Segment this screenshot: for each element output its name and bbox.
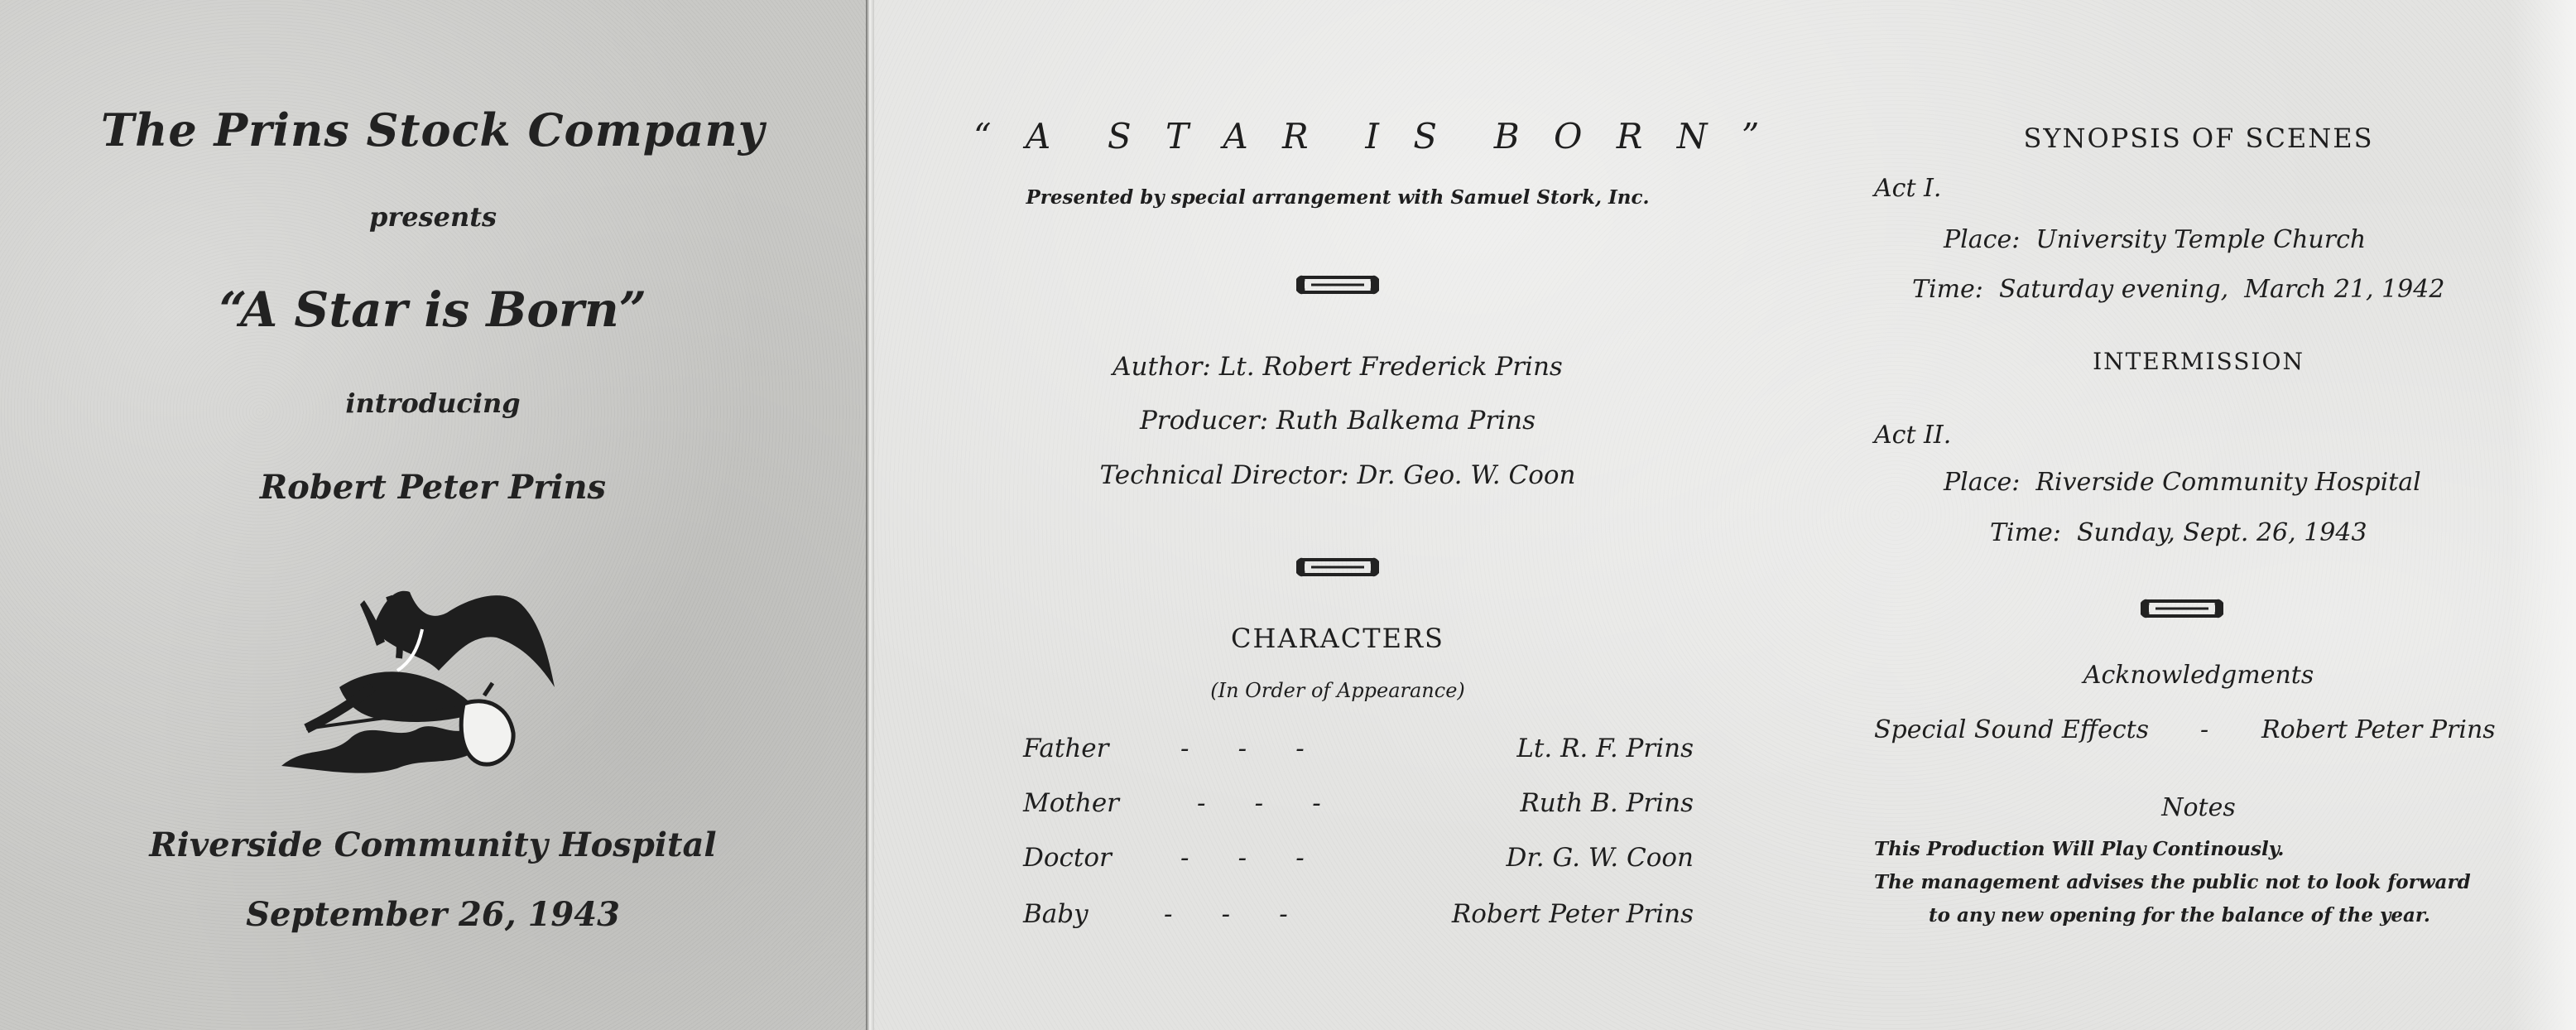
cast-actor: Lt. R. F. Prins [1516,734,1694,763]
cast-row [1023,899,1694,936]
ack-name: Robert Peter Prins [2261,715,2496,744]
ack-dash: - [2200,715,2209,744]
page-edge [2510,0,2576,1030]
cast-row [1023,734,1694,770]
scroll-ornament-icon [1296,271,1379,299]
cast-role: Mother [1023,788,1119,818]
note-line: to any new opening for the balance of the year. [1929,904,2430,927]
act2-label: Act II. [1874,421,1952,450]
credit-technical-director: Technical Director: Dr. Geo. W. Coon [1099,460,1576,490]
ack-item: Special Sound Effects [1874,715,2150,744]
cast-actor: Robert Peter Prins [1451,899,1694,929]
synopsis-heading: SYNOPSIS OF SCENES [2023,123,2374,154]
cast-role: Baby [1023,899,1089,929]
credit-producer: Producer: Ruth Balkema Prins [1139,406,1536,436]
company-title: The Prins Stock Company [100,103,766,156]
cover-place: Riverside Community Hospital [149,825,717,864]
cast-dashes: - - - [1164,899,1288,929]
act1-place: Place: University Temple Church [1944,225,2367,254]
introduced-name: Robert Peter Prins [259,468,607,507]
presents-text: presents [368,201,497,233]
cast-actor: Ruth B. Prins [1520,788,1694,818]
note-line: This Production Will Play Continously. [1874,838,2285,860]
cast-actor: Dr. G. W. Coon [1506,843,1694,873]
act1-time: Time: Saturday evening, March 21, 1942 [1912,275,2445,304]
cast-dashes: - - - [1180,843,1305,873]
act2-place: Place: Riverside Community Hospital [1944,468,2421,497]
introducing-text: introducing [345,387,521,419]
cast-role: Father [1023,734,1109,763]
characters-note: (In Order of Appearance) [1210,679,1465,702]
notes-heading: Notes [2161,793,2236,822]
cast-row [1023,788,1694,825]
note-line: The management advises the public not to look forward [1874,871,2471,893]
program-title: “ A S T A R I S B O R N ” [973,116,1771,156]
synopsis-column [1851,0,2546,1030]
cover-panel [0,0,868,1030]
acknowledgments-heading: Acknowledgments [2083,661,2314,690]
intermission-heading: INTERMISSION [2093,348,2304,375]
cast-role: Doctor [1023,843,1112,873]
program-subtitle: Presented by special arrangement with Samuel Stork, Inc. [1026,186,1650,209]
cast-dashes: - - - [1180,734,1305,763]
characters-heading: CHARACTERS [1231,623,1444,654]
cover-date: September 26, 1943 [246,895,620,934]
scroll-ornament-icon [1296,553,1379,581]
cast-dashes: - - - [1197,788,1321,818]
act1-label: Act I. [1874,174,1942,203]
stork-carrying-baby-icon [273,580,571,778]
cast-row [1023,843,1694,879]
program-column [973,0,1771,1030]
scroll-ornament-icon [2141,594,2223,623]
play-title: “A Star is Born” [219,282,647,338]
act2-time: Time: Sunday, Sept. 26, 1943 [1990,518,2367,547]
credit-author: Author: Lt. Robert Frederick Prins [1113,352,1563,382]
